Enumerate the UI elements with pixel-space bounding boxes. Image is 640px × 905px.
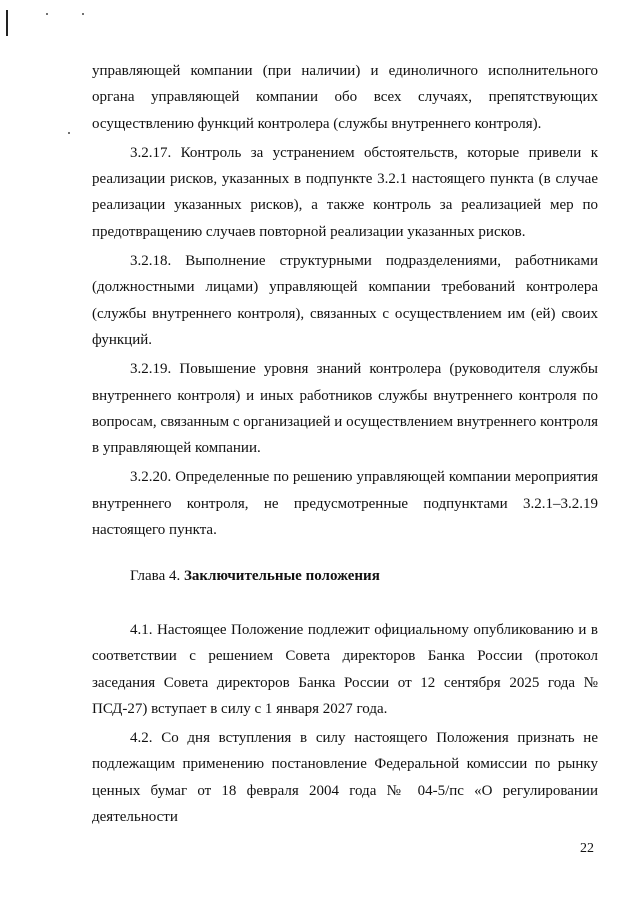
paragraph-4-1: 4.1. Настоящее Положение подлежит официальному опубликованию и в соответствии с решением Совета директоров Банка России (протокол заседания Совета директоров Банка России от 12 сентября 2025 года № ПСД-27) вступает в силу с 1 января 2027 года. (92, 622, 598, 717)
paragraph-3-2-18: 3.2.18. Выполнение структурными подразделениями, работниками (должностными лицами) управляющей компании требований контролера (службы внутреннего контроля), связанных с осуществлением им (ей) своих функций. (92, 253, 598, 348)
chapter-title: Заключительные положения (183, 568, 380, 584)
scan-speck (82, 13, 84, 15)
scan-margin-line (6, 10, 8, 36)
paragraph-3-2-20: 3.2.20. Определенные по решению управляющей компании мероприятия внутреннего контроля, не предусмотренные подпунктами 3.2.1–3.2.19 настоящего пункта. (92, 469, 598, 539)
paragraph-continuation: управляющей компании (при наличии) и единоличного исполнительного органа управляющей компании обо всех случаях, препятствующих осуществлению функций контролера (службы внутреннего контроля). (92, 63, 598, 132)
body-text-top (92, 58, 598, 543)
paragraph-3-2-17: 3.2.17. Контроль за устранением обстоятельств, которые привели к реализации рисков, указанных в подпункте 3.2.1 настоящего пункта (в случае реализации указанных рисков), а также контроль за реализацией мер по предотвращению случаев повторной реализации указанных рисков. (92, 144, 598, 240)
chapter-heading (130, 565, 380, 587)
scan-speck (46, 13, 48, 15)
paragraph-4-2: 4.2. Со дня вступления в силу настоящего Положения признать не подлежащим применению постановление Федеральной комиссии по рынку ценных бумаг от 18 февраля 2004 года № 04-5/пс «О регулировании деятельности (92, 730, 598, 826)
paragraph-3-2-19: 3.2.19. Повышение уровня знаний контролера (руководителя службы внутреннего контроля) и иных работников службы внутреннего контроля по вопросам, связанным с организацией и осуществлением внутреннего контроля в управляющей компании. (92, 361, 598, 457)
scan-speck (68, 132, 70, 134)
page-number: 22 (580, 841, 594, 856)
body-text-bottom (92, 617, 598, 830)
chapter-prefix: Глава 4. (130, 568, 184, 584)
